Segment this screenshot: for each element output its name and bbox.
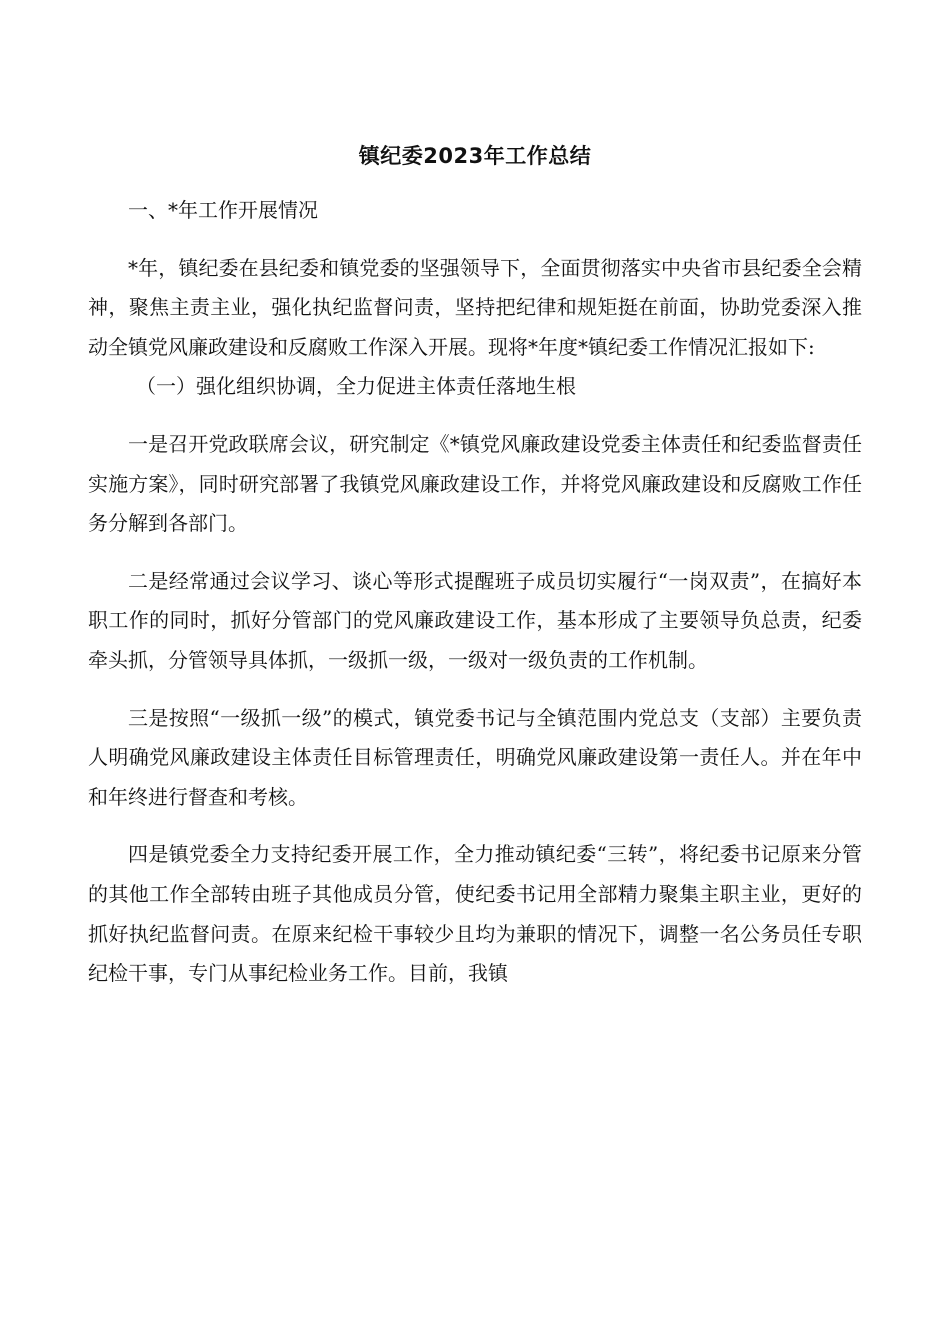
body-paragraph-3: 三是按照“一级抓一级”的模式，镇党委书记与全镇范围内党总支（支部）主要负责人明确党风廉政建设主体责任目标管理责任，明确党风廉政建设第一责任人。并在年中和年终进行督查和考核。 [88,705,862,809]
intro-paragraph: *年，镇纪委在县纪委和镇党委的坚强领导下，全面贯彻落实中央省市县纪委全会精神，聚焦主责主业，强化执纪监督问责，坚持把纪律和规矩挺在前面，协助党委深入推动全镇党风廉政建设和反腐败工作深入开展。现将*年度*镇纪委工作情况汇报如下: [88,255,862,359]
body-paragraph-1: 一是召开党政联席会议，研究制定《*镇党风廉政建设党委主体责任和纪委监督责任实施方案》，同时研究部署了我镇党风廉政建设工作，并将党风廉政建设和反腐败工作任务分解到各部门。 [88,431,862,536]
body-paragraph-4: 四是镇党委全力支持纪委开展工作，全力推动镇纪委“三转”，将纪委书记原来分管的其他工作全部转由班子其他成员分管，使纪委书记用全部精力聚集主职主业，更好的抓好执纪监督问责。在原来纪检干事较少且均为兼职的情况下，调整一名公务员任专职纪检干事，专门从事纪检业务工作。目前，我镇 [88,842,862,986]
body-paragraph-2: 二是经常通过会议学习、谈心等形式提醒班子成员切实履行“一岗双责”，在搞好本职工作的同时，抓好分管部门的党风廉政建设工作，基本形成了主要领导负总责，纪委牵头抓，分管领导具体抓，一级抓一级，一级对一级负责的工作机制。 [88,568,862,672]
subsection-heading: （一）强化组织协调，全力促进主体责任落地生根 [136,374,576,399]
document-body [88,191,862,994]
section-heading: 一、*年工作开展情况 [128,198,318,222]
document-title: 镇纪委2023年工作总结 [358,144,592,168]
